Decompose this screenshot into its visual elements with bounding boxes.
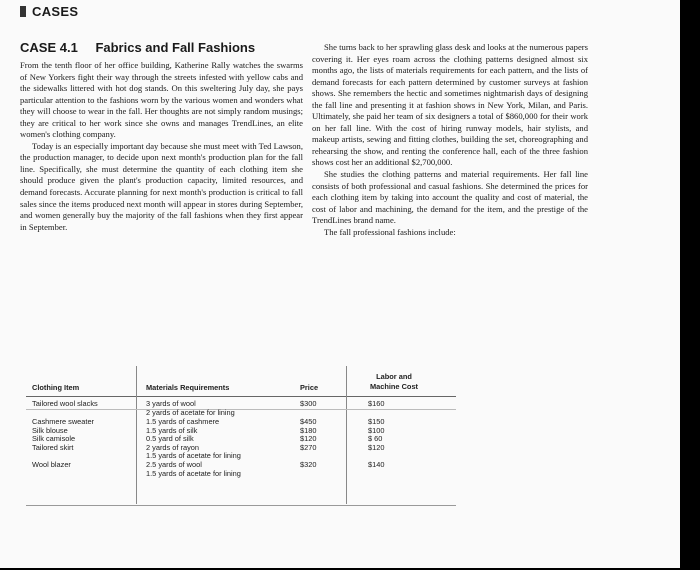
cell-labor: $ 60 (368, 434, 383, 444)
material-line: 2 yards of rayon (146, 442, 199, 452)
material-line: 1.5 yards of acetate for lining (146, 451, 241, 461)
left-text-column (20, 60, 303, 233)
cell-item: Silk blouse (32, 425, 68, 435)
cell-price: $450 (300, 417, 317, 426)
cell-price: $320 (300, 460, 317, 469)
cell-labor: $120 (368, 442, 385, 452)
paragraph: She turns back to her sprawling glass desk and looks at the numerous papers covering it. Her eyes roam across the clothing patterns designed almost six months ago, the lists of materials requirements for each pattern, and the lists of demand forecasts for each pattern determined by customer surveys at fashion shows. She remembers the hectic and sometimes nightmarish days of designing the fall line and presenting it at fashion shows in New York, Milan, and Paris. Ultimately, she paid her team of six designers a total of $860,000 for their work on her fall line. With the cost of hiring runway models, hair stylists, and makeup artists, sewing and fitting clothes, building the set, choreographing and rehearsing the show, and renting the conference hall, each of the three fashion shows cost her an additional $2,700,000. (312, 42, 588, 168)
header-price: Price (300, 383, 319, 392)
cell-materials: 1.5 yards of silk (146, 425, 198, 435)
column-divider (136, 366, 137, 396)
cell-item: Tailored skirt (32, 442, 74, 452)
header-labor-line2: Machine Cost (369, 382, 419, 391)
column-divider (346, 366, 347, 396)
cell-materials: 1.5 yards of cashmere (146, 417, 220, 426)
material-line: 1.5 yards of acetate for lining (146, 468, 241, 478)
header-clothing-item: Clothing Item (32, 383, 80, 392)
cell-price: $300 (300, 399, 317, 408)
case-name: Fabrics and Fall Fashions (95, 40, 256, 55)
table-header (26, 366, 456, 397)
cell-labor: $100 (368, 425, 385, 435)
right-text-column (312, 42, 588, 238)
row-divider (26, 409, 456, 410)
header-labor-cost (362, 372, 426, 392)
section-label: CASES (32, 4, 79, 19)
paragraph: The fall professional fashions include: (324, 226, 456, 237)
cell-item: Cashmere sweater (32, 417, 95, 426)
cell-materials (146, 400, 235, 417)
cell-labor: $150 (368, 417, 385, 426)
table-body (26, 397, 456, 506)
cell-materials: 0.5 yard of silk (146, 434, 194, 444)
cell-item: Silk camisole (32, 434, 76, 444)
section-heading (20, 4, 78, 19)
cell-item: Wool blazer (32, 460, 71, 469)
paragraph: She studies the clothing patterns and material requirements. Her fall line consists of both professional and casual fashions. She determined the prices for each clothing item by taking into account the quality and cost of material, the cost of labor and machining, the demand for the item, and the prestige of the TrendLines brand name. (312, 169, 588, 226)
material-line: 3 yards of wool (146, 399, 196, 408)
cell-price: $270 (300, 442, 317, 452)
cell-labor: $140 (368, 460, 385, 469)
material-line: 2 yards of acetate for lining (146, 407, 235, 417)
section-bar-icon (20, 6, 26, 17)
cell-materials (146, 444, 241, 461)
cell-price: $120 (300, 434, 317, 444)
paragraph: Today is an especially important day because she must meet with Ted Lawson, the production manager, to decide upon next month's production plan for the fall line. Specifically, she must determine the quantity of each clothing item she should produce given the plant's production capacity, limited resources, and demand forecasts. Accurate planning for next month's production is critical to fall sales since the items produced next month will appear in stores during September, and women generally buy the majority of the fall fashions when they first appear in September. (20, 140, 303, 232)
case-number: CASE 4.1 (20, 40, 78, 55)
cell-item: Tailored wool slacks (32, 399, 98, 408)
professional-fashions-table (26, 366, 456, 506)
cell-price: $180 (300, 425, 317, 435)
header-materials: Materials Requirements (146, 383, 230, 392)
cell-materials (146, 461, 241, 478)
cell-labor: $160 (368, 399, 385, 408)
material-line: 2.5 yards of wool (146, 460, 202, 469)
header-labor-line1: Labor and (376, 372, 412, 381)
case-title (20, 40, 255, 55)
paragraph: From the tenth floor of her office building, Katherine Rally watches the swarms of New Yorkers fight their way through the streets infested with yellow cabs and the sidewalks littered with hot dog stands. On this sweltering July day, she pays particular attention to the fashions worn by the various women and wonders what they will choose to wear in the fall. Her thoughts are not simply random musings; they are critical to her work since she owns and manages TrendLines, an elite women's clothing company. (20, 60, 303, 140)
